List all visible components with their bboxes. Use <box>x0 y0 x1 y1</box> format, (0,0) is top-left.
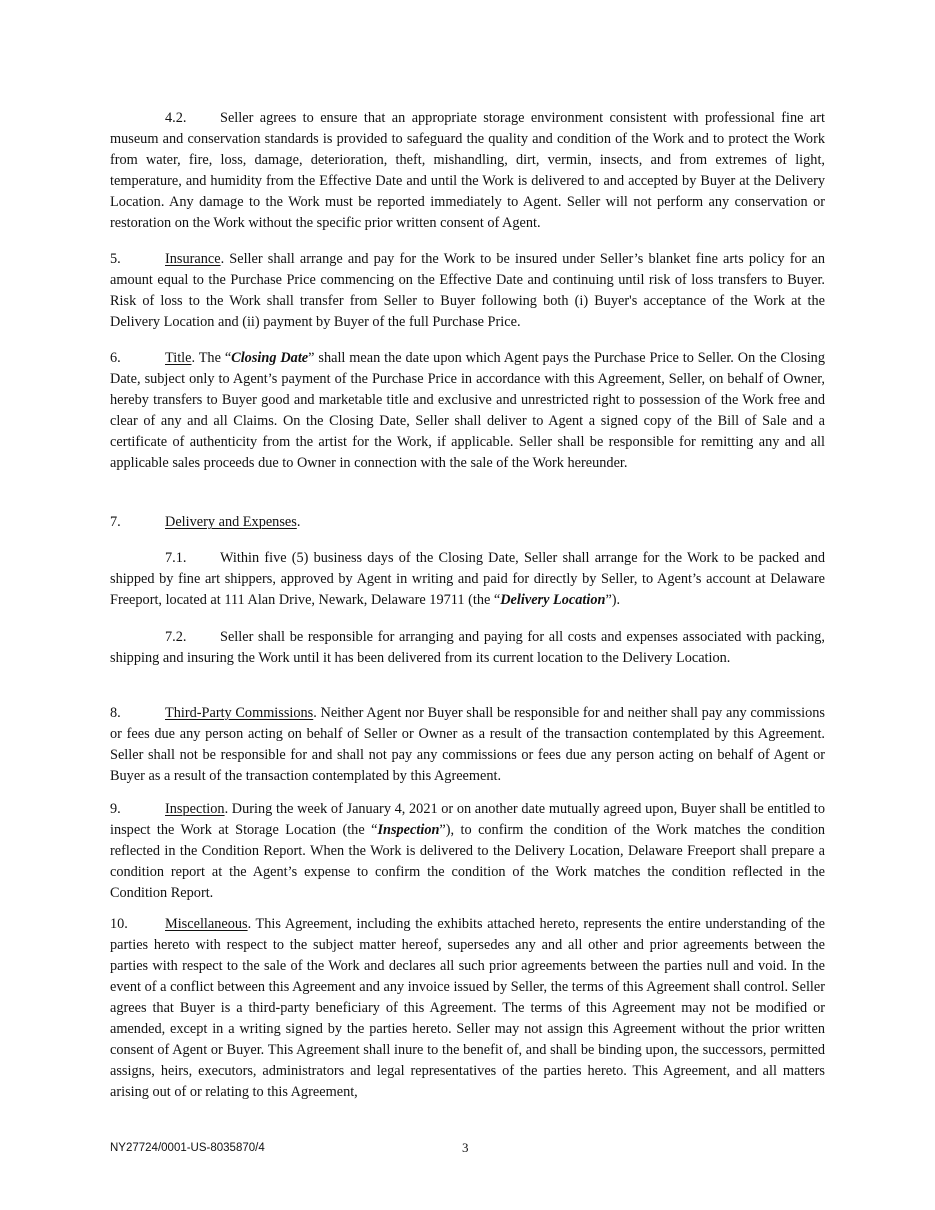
section-number: 5. <box>110 251 121 267</box>
section-number: 10. <box>110 916 128 932</box>
section-heading: Insurance <box>165 251 221 267</box>
section-10-miscellaneous <box>110 914 825 1103</box>
section-text: ” shall mean the date upon which Agent pays the Purchase Price to Seller. On the Closing Date, subject only to Agent’s payment of the Purchase Price in accordance with this Agreement, Seller, on behalf of Owner, hereby transfers to Buyer good and marketable title and exclusive and unrestricted right to possession of the Work free and clear of any and all Claims. On the Closing Date, Seller shall deliver to Agent a signed copy of the Bill of Sale and a certificate of authenticity from the artist for the Work, if applicable. Seller shall be responsible for remitting any and all applicable sales proceeds due to Owner in connection with the sale of the Work hereunder. <box>110 350 825 471</box>
section-number: 6. <box>110 350 121 366</box>
section-heading: Miscellaneous <box>165 916 248 932</box>
section-number: 7. <box>110 514 121 530</box>
section-7-delivery <box>110 512 825 533</box>
defined-term: Delivery Location <box>500 592 606 608</box>
section-9-inspection <box>110 799 825 904</box>
section-7-1 <box>110 548 825 611</box>
section-5-insurance <box>110 249 825 333</box>
section-text: Seller agrees to ensure that an appropriate storage environment consistent with professional fine art museum and conservation standards is provided to safeguard the quality and condition of the Work and to protect the Work from water, fire, loss, damage, deterioration, theft, mishandling, dirt, vermin, insects, and from extremes of light, temperature, and humidity from the Effective Date and until the Work is delivered to and accepted by Buyer at the Delivery Location. Any damage to the Work must be reported immediately to Agent. Seller will not perform any conservation or restoration on the Work without the specific prior written consent of Agent. <box>110 110 825 231</box>
section-8-commissions <box>110 703 825 787</box>
section-number: 4.2. <box>165 110 187 126</box>
section-text: . During the week of January 4, 2021 or on another date mutually agreed upon, Buyer shall be entitled to inspect the Work at Storage Location (the “ <box>110 801 825 838</box>
section-number: 9. <box>110 801 121 817</box>
section-heading: Title <box>165 350 192 366</box>
section-6-title <box>110 348 825 474</box>
section-heading: Third-Party Commissions <box>165 705 314 721</box>
section-text: . Seller shall arrange and pay for the Work to be insured under Seller’s blanket fine arts policy for an amount equal to the Purchase Price commencing on the Effective Date and continuing until risk of loss transfers to Buyer. Risk of loss to the Work shall transfer from Seller to Buyer following both (i) Buyer's acceptance of the Work at the Delivery Location and (ii) payment by Buyer of the full Purchase Price. <box>110 251 825 330</box>
footer-page-number: 3 <box>462 1140 469 1155</box>
section-heading: Inspection <box>165 801 225 817</box>
section-number: 7.1. <box>165 550 187 566</box>
defined-term: Inspection <box>377 822 440 838</box>
section-text: ”). <box>605 592 621 608</box>
section-text: . <box>296 514 301 530</box>
section-text: ”), to confirm the condition of the Work matches the condition reflected in the Condition Report. When the Work is delivered to the Delivery Location, Delaware Freeport shall prepare a condition report at the Agent’s expense to confirm the condition of the Work matches the condition reflected in the Condition Report. <box>110 822 826 901</box>
section-heading: Delivery and Expenses <box>165 514 297 530</box>
section-text: . The “ <box>191 350 232 366</box>
section-7-2 <box>110 627 825 669</box>
section-text: Seller shall be responsible for arranging and paying for all costs and expenses associated with packing, shipping and insuring the Work until it has been delivered from its current location to the Delivery Location. <box>110 629 825 666</box>
section-text: Within five (5) business days of the Closing Date, Seller shall arrange for the Work to be packed and shipped by fine art shippers, approved by Agent in writing and paid for directly by Seller, to Agent’s account at Delaware Freeport, located at 111 Alan Drive, Newark, Delaware 19711 (the “ <box>110 550 825 608</box>
section-text: . This Agreement, including the exhibits attached hereto, represents the entire understanding of the parties hereto with respect to the subject matter hereof, supersedes any and all other and prior agreements between the parties with respect to the sale of the Work and declares all such prior agreements between the parties null and void. In the event of a conflict between this Agreement and any invoice issued by Seller, the terms of this Agreement shall control. Seller agrees that Buyer is a third-party beneficiary of this Agreement. The terms of this Agreement may not be modified or amended, except in a writing signed by the parties hereto. Seller may not assign this Agreement without the prior written consent of Agent or Buyer. This Agreement shall inure to the benefit of, and shall be binding upon, the successors, permitted assigns, heirs, executors, administrators and legal representatives of the parties hereto. This Agreement, and all matters arising out of or relating to this Agreement, <box>110 916 825 1100</box>
footer-document-id: NY27724/0001-US-8035870/4 <box>110 1142 265 1154</box>
section-number: 7.2. <box>165 629 187 645</box>
section-number: 8. <box>110 705 121 721</box>
defined-term: Closing Date <box>231 350 309 366</box>
section-4-2 <box>110 108 825 234</box>
section-text: . Neither Agent nor Buyer shall be responsible for and neither shall pay any commissions or fees due any person acting on behalf of Seller or Owner as a result of the transaction contemplated by this Agreement. Seller shall not be responsible for and shall not pay any commissions or fees due any person acting on behalf of Agent or Buyer as a result of the transaction contemplated by this Agreement. <box>110 705 825 784</box>
